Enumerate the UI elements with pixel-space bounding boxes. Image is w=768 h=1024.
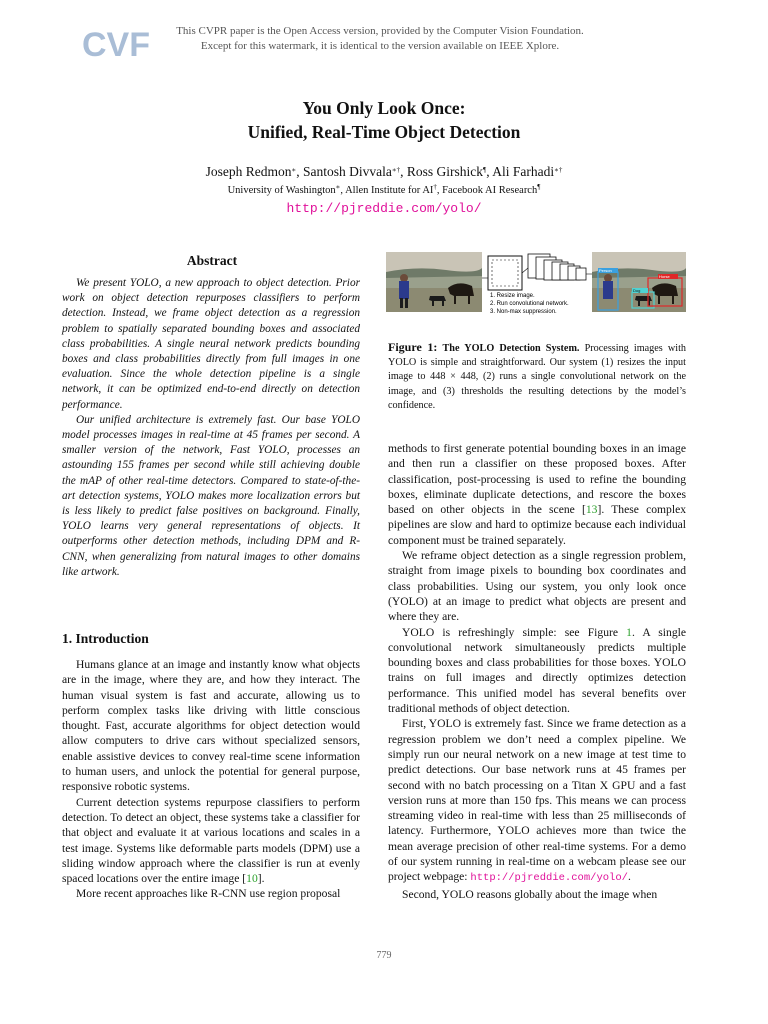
- project-url-link[interactable]: http://pjreddie.com/yolo/: [286, 201, 482, 216]
- author-list: Joseph Redmon∗, Santosh Divvala∗†, Ross Girshick¶, Ali Farhadi∗†: [205, 164, 563, 179]
- title-line-2: Unified, Real-Time Object Detection: [247, 122, 521, 142]
- affiliation-mark: ∗: [335, 183, 341, 191]
- body-paragraph: [388, 441, 686, 548]
- paragraph-text: Current detection systems repurpose classifiers to perform detection. To detect an object, these systems take a classifier for that object and evaluate it at various locations and scales in a test image. Systems like deformable parts models (DPM) use a sliding window approach where the classifier is run at evenly spaced locations over the entire image [: [62, 795, 360, 886]
- output-detections-image: [592, 252, 686, 312]
- figure-title: The YOLO Detection System.: [442, 343, 580, 354]
- author-name: Ali Farhadi: [492, 164, 555, 179]
- author-mark: ∗†: [554, 166, 563, 174]
- section-heading-introduction: 1. Introduction: [62, 631, 149, 646]
- paragraph-text: ]. These complex pipelines are slow and hard to optimize because each individual component must be trained separately.: [388, 503, 687, 547]
- paragraph-text: YOLO is refreshingly simple: see Figure: [402, 625, 627, 639]
- project-webpage-link[interactable]: http://pjreddie.com/yolo/: [470, 872, 628, 885]
- watermark-line-1: This CVPR paper is the Open Access version, provided by the Computer Vision Foundation.: [176, 25, 584, 37]
- resize-box: [488, 256, 522, 290]
- paragraph-text: .: [627, 870, 631, 884]
- figure-step: 3. Non-max suppression.: [490, 309, 557, 315]
- body-paragraph: We reframe object detection as a single regression problem, straight from image pixels to bounding box coordinates and class probabilities. Using our system, you only look once (YOLO) at an image to predict what objects are present and where they are.: [388, 549, 686, 624]
- figure-reference-link[interactable]: 1: [626, 625, 632, 639]
- body-paragraph: [388, 716, 686, 886]
- body-paragraph: More recent approaches like R-CNN use region proposal: [76, 887, 341, 901]
- svg-text:CVF: CVF: [82, 26, 150, 64]
- paragraph-text: ].: [257, 872, 265, 886]
- citation-link[interactable]: 13: [585, 503, 598, 517]
- affiliation-mark: ¶: [537, 183, 541, 191]
- author-name: Ross Girshick: [406, 164, 484, 179]
- title-line-1: You Only Look Once:: [302, 98, 466, 118]
- affiliation: University of Washington: [227, 185, 336, 196]
- figure-step: 1. Resize image.: [490, 293, 535, 299]
- abstract-paragraph: Our unified architecture is extremely fast. Our base YOLO model processes images in real-time at 45 frames per second. A smaller version of the network, Fast YOLO, processes an astounding 155 frames per second while still achieving double the mAP of other real-time detectors. Compared to state-of-the-art detection systems, YOLO makes more localization errors but is less likely to predict false positives on background. Finally, YOLO learns very general representations of objects. It outperforms other detection methods, including DPM and R-CNN, when generalizing from natural images to other domains like artwork.: [62, 413, 360, 578]
- figure-caption-text: Processing images with YOLO is simple and straightforward. Our system (1) resizes the input image to 448 × 448, (2) runs a single convolutional network on the image, and (3) thresholds the resulting detections by the model’s confidence.: [388, 343, 687, 411]
- abstract-body: [62, 276, 360, 580]
- paragraph-text: First, YOLO is extremely fast. Since we frame detection as a regression problem we don’t need a complex pipeline. We simply run our neural network on a new image at test time to predict detections. Our base network runs at 45 frames per second with no batch processing on a Titan X GPU and a fast version runs at more than 150 fps. This means we can process streaming video in real-time with less than 25 milliseconds of latency. Furthermore, YOLO achieves more than twice the mean average precision of other real-time systems. For a demo of our system running in real-time on a webcam please see our project webpage:: [388, 717, 686, 884]
- yolo-detection-figure: [386, 248, 686, 326]
- author-name: Santosh Divvala: [303, 164, 392, 179]
- cvf-logo: [80, 20, 150, 64]
- author-mark: ¶: [483, 166, 487, 174]
- body-paragraph: [388, 625, 686, 717]
- watermark-line-2: Except for this watermark, it is identical to the version available on IEEE Xplore.: [200, 40, 560, 52]
- right-column-body: [388, 441, 686, 902]
- affiliation-mark: †: [433, 183, 437, 191]
- person-detection-label: Person: [599, 268, 612, 273]
- figure-1-caption: [388, 340, 686, 413]
- paragraph-text: methods to first generate potential bounding boxes in an image and then run a classifier on these proposed boxes. After classification, post-processing is used to refine the bounding boxes, eliminate duplicate detections, and rescore the boxes based on other objects in the scene [: [388, 442, 686, 517]
- body-paragraph: [62, 795, 360, 887]
- abstract-paragraph: We present YOLO, a new approach to object detection. Prior work on object detection repurposes classifiers to perform detection. Instead, we frame object detection as a regression problem to spatially separated bounding boxes and associated class probabilities. A single neural network predicts bounding boxes and class probabilities directly from full images in one evaluation. Since the whole detection pipeline is a single network, it can be optimized end-to-end directly on detection performance.: [62, 277, 360, 411]
- input-image: [386, 252, 482, 312]
- author-mark: ∗†: [391, 166, 401, 174]
- body-paragraph: Second, YOLO reasons globally about the image when: [402, 887, 658, 901]
- introduction-body: [62, 657, 360, 902]
- figure-step: 2. Run convolutional network.: [490, 301, 569, 307]
- abstract-heading: Abstract: [186, 253, 238, 268]
- paragraph-text: . A single convolutional network simultaneously predicts multiple bounding boxes and class probabilities for those boxes. YOLO trains on full images and directly optimizes detection performance. This unified model has several benefits over traditional methods of object detection.: [388, 625, 686, 716]
- dog-detection-label: Dog: [633, 288, 641, 293]
- page-number: 779: [376, 950, 392, 961]
- figure-label: Figure 1:: [388, 340, 438, 354]
- author-name: Joseph Redmon: [205, 164, 292, 179]
- affiliation-list: University of Washington∗, Allen Institute for AI†, Facebook AI Research¶: [227, 183, 541, 196]
- affiliation: Facebook AI Research: [442, 185, 538, 196]
- paper-title: [84, 96, 684, 144]
- affiliation: Allen Institute for AI: [345, 185, 434, 196]
- author-mark: ∗: [291, 166, 297, 174]
- body-paragraph: Humans glance at an image and instantly know what objects are in the image, where they are, and how they interact. The human visual system is fast and accurate, allowing us to perform complex tasks like driving with little conscious thought. Fast, accurate algorithms for object detection would allow computers to drive cars without specialized sensors, enable assistive devices to convey real-time scene information to human users, and unlock the potential for general purpose, responsive robotic systems.: [62, 658, 360, 794]
- open-access-watermark: [150, 24, 610, 54]
- conv-network-diagram: [528, 254, 586, 280]
- citation-link[interactable]: 10: [246, 872, 258, 886]
- horse-detection-label: Horse: [659, 274, 670, 279]
